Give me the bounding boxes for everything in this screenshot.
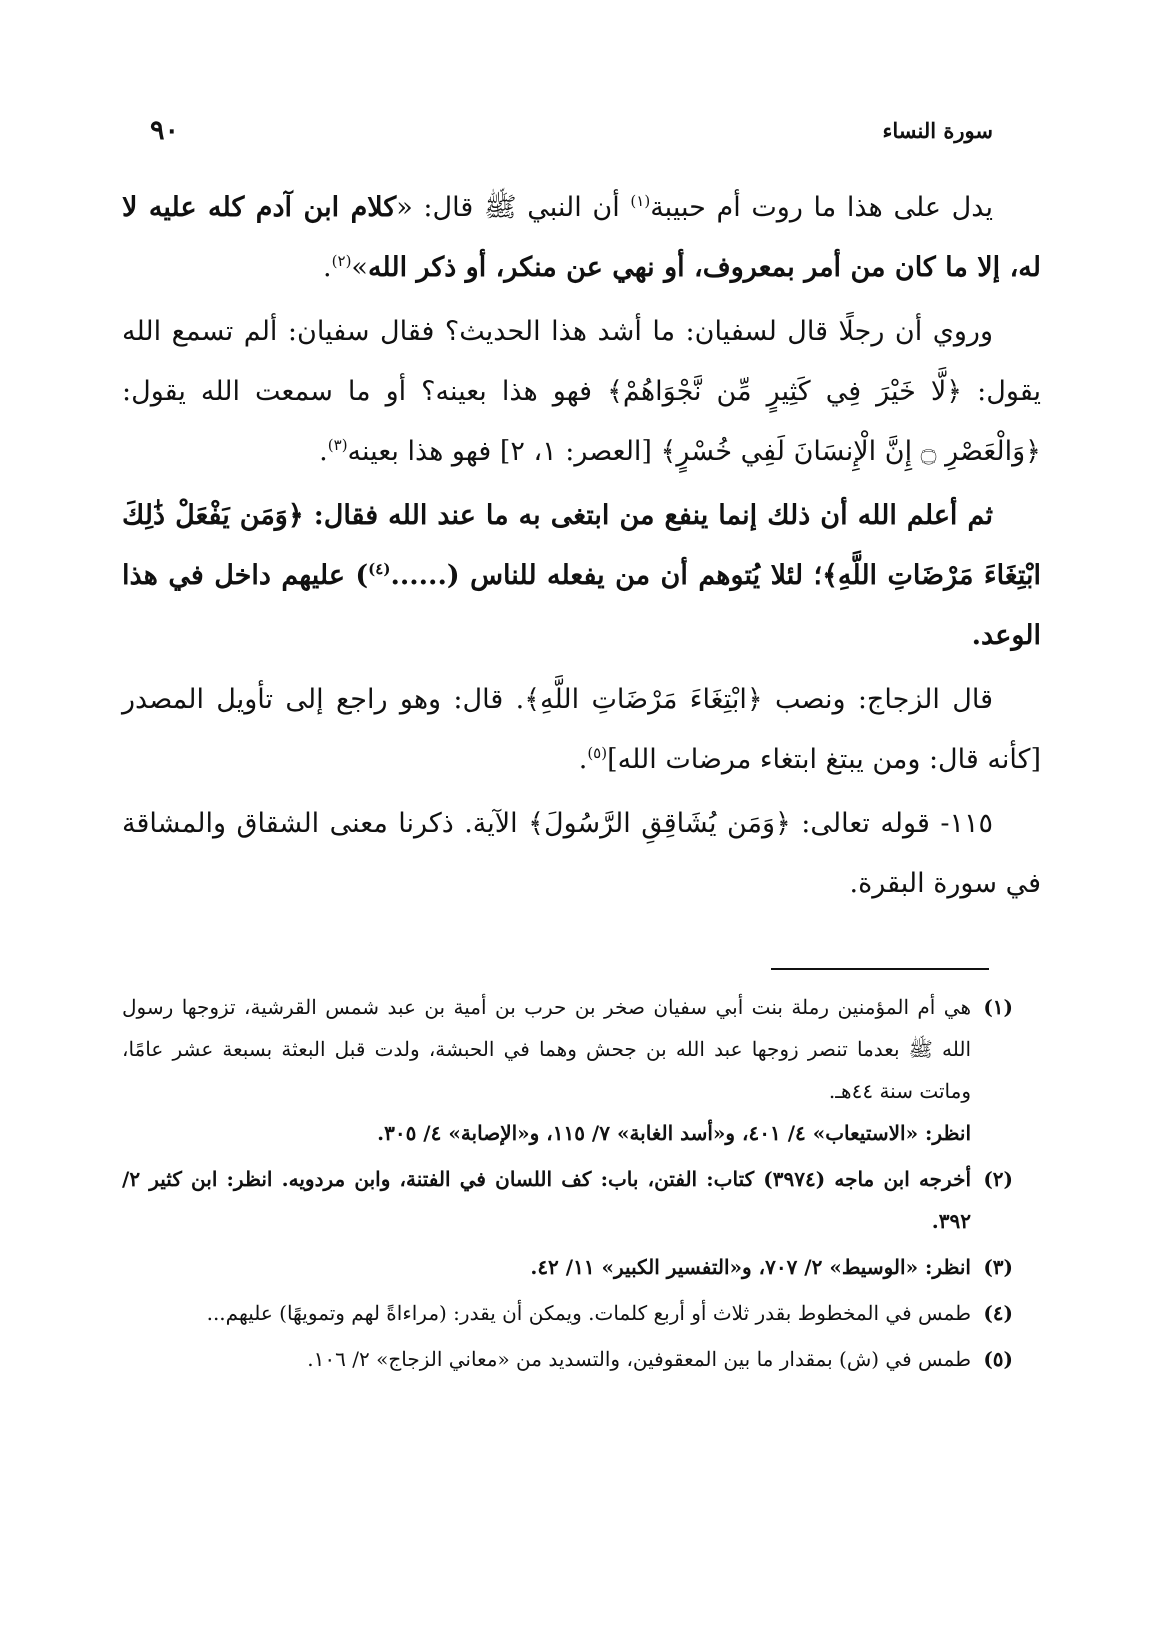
- footnote-text: أخرجه ابن ماجه (٣٩٧٤) كتاب: الفتن، باب: كف اللسان في الفتنة، وابن مردويه. انظر: ابن كثير ٢/ ٣٩٢.: [122, 1167, 971, 1233]
- footnote-number: (٥): [983, 1347, 1013, 1371]
- footnote-number: (١): [983, 995, 1013, 1019]
- footnote-number: (٢): [983, 1167, 1013, 1191]
- paragraph-text: .: [319, 436, 328, 467]
- paragraph-3: [122, 486, 1041, 666]
- paragraph-1: [122, 178, 1041, 298]
- footnote-4: [122, 1292, 1013, 1334]
- paragraph-text: .: [323, 252, 332, 283]
- paragraph-2: [122, 302, 1041, 482]
- footnote-text: هي أم المؤمنين رملة بنت أبي سفيان صخر بن حرب بن أمية بن عبد شمس القرشية، تزوجها رسول الله ﷺ بعدما تنصر زوجها عبد الله بن جحش وهما في الحبشة، ولدت قبل البعثة بسبعة عشر عامًا، وماتت سنة ٤٤هـ.: [122, 995, 971, 1103]
- paragraph-text: ثم أعلم الله أن ذلك إنما ينفع من ابتغى به ما عند الله فقال: ﴿وَمَن يَفْعَلْ ذَٰلِكَ ابْتِغَاءَ مَرْضَاتِ اللَّهِ﴾؛ لئلا يُتوهم أن من يفعله للناس (......: [122, 500, 1041, 591]
- footnote-text: انظر: «الاستيعاب» ٤/ ٤٠١، و«أسد الغابة» ٧/ ١١٥، و«الإصابة» ٤/ ٣٠٥.: [377, 1121, 971, 1145]
- paragraph-text: وروي أن رجلًا قال لسفيان: ما أشد هذا الحديث؟ فقال سفيان: ألم تسمع الله يقول: ﴿لَّا خَيْرَ فِي كَثِيرٍ مِّن نَّجْوَاهُمْ﴾ فهو هذا بعينه؟ أو ما سمعت الله يقول: ﴿وَالْعَصْرِ ۝ إِنَّ الْإِنسَانَ لَفِي خُسْرٍ﴾ [العصر: ١، ٢] فهو هذا بعينه: [122, 316, 1041, 467]
- hadith-text: كلام ابن آدم كله عليه لا له، إلا ما كان من أمر بمعروف، أو نهي عن منكر، أو ذكر الله: [122, 192, 1041, 283]
- paragraph-text: .: [578, 744, 588, 775]
- paragraph-5: [122, 794, 1041, 914]
- footnote-ref[interactable]: (٣): [327, 436, 348, 454]
- main-text: [122, 178, 1041, 918]
- running-head: [150, 110, 993, 150]
- footnote-2: [122, 1158, 1013, 1242]
- footnote-separator: [771, 968, 989, 970]
- paragraph-text: ) عليهم داخل في هذا الوعد.: [122, 560, 1041, 651]
- footnote-ref[interactable]: (٤): [368, 560, 391, 578]
- paragraph-text: قال الزجاج: ونصب ﴿ابْتِغَاءَ مَرْضَاتِ اللَّهِ﴾. قال: وهو راجع إلى تأويل المصدر [كأنه قال: ومن يبتغ ابتغاء مرضات الله]: [122, 684, 1041, 775]
- paragraph-text: يدل على هذا ما روت أم حبيبة: [650, 192, 993, 223]
- paragraph-text: »: [351, 252, 368, 283]
- footnote-ref[interactable]: (٢): [331, 252, 352, 270]
- footnote-number: (٣): [983, 1255, 1013, 1279]
- footnote-5: [122, 1338, 1013, 1380]
- footnote-text: انظر: «الوسيط» ٢/ ٧٠٧، و«التفسير الكبير» ١١/ ٤٢.: [530, 1255, 971, 1279]
- paragraph-text: ١١٥- قوله تعالى: ﴿وَمَن يُشَاقِقِ الرَّسُولَ﴾ الآية. ذكرنا معنى الشقاق والمشاقة في سورة البقرة.: [122, 808, 1041, 899]
- page-number: ٩٠: [150, 114, 180, 146]
- footnotes: [122, 986, 1013, 1384]
- footnote-number: (٤): [983, 1301, 1013, 1325]
- paragraph-text: أن النبي ﷺ قال: «: [396, 192, 631, 223]
- footnote-1: [122, 986, 1013, 1154]
- footnote-ref[interactable]: (١): [630, 192, 651, 210]
- footnote-text: طمس في (ش) بمقدار ما بين المعقوفين، والتسديد من «معاني الزجاج» ٢/ ١٠٦.: [307, 1347, 971, 1371]
- footnote-ref[interactable]: (٥): [587, 744, 608, 762]
- footnote-text: طمس في المخطوط بقدر ثلاث أو أربع كلمات. ويمكن أن يقدر: (مراءاةً لهم وتمويهًا) عليهم...: [206, 1301, 971, 1325]
- footnote-3: [122, 1246, 1013, 1288]
- surah-title: سورة النساء: [882, 117, 993, 143]
- paragraph-4: [122, 670, 1041, 790]
